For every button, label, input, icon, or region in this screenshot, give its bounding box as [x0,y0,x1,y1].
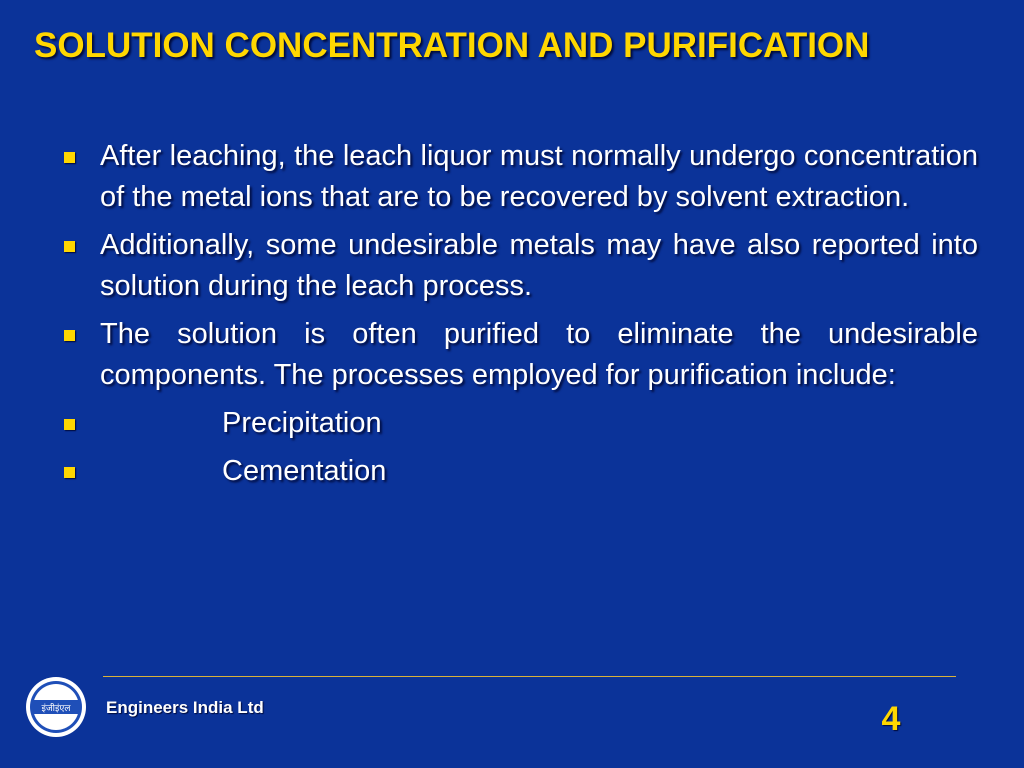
page-number: 4 [881,700,901,738]
square-bullet-icon [64,330,75,341]
bullet-item [62,136,978,218]
bullet-text: Precipitation [222,407,382,439]
logo-text: इंजीइंएल [41,704,71,714]
bullet-text: After leaching, the leach liquor must normally undergo concentration of the metal ions that are to be recovered by solvent extraction. [100,140,978,213]
footer-divider [103,676,956,677]
square-bullet-icon [64,419,75,430]
slide-title: SOLUTION CONCENTRATION AND PURIFICATION [34,26,870,65]
square-bullet-icon [64,241,75,252]
bullet-item [62,225,978,307]
company-name: Engineers India Ltd [106,698,264,717]
engineers-india-logo [25,676,87,738]
bullet-text: Cementation [222,455,387,487]
bullet-text: Additionally, some undesirable metals may have also reported into solution during the leach process. [100,229,978,302]
bullet-item [62,451,978,492]
square-bullet-icon [64,152,75,163]
bullet-item [62,403,978,444]
bullet-text: The solution is often purified to eliminate the undesirable components. The processes employed for purification include: [100,318,978,391]
bullet-item [62,314,978,396]
bullet-list [62,136,978,499]
square-bullet-icon [64,467,75,478]
